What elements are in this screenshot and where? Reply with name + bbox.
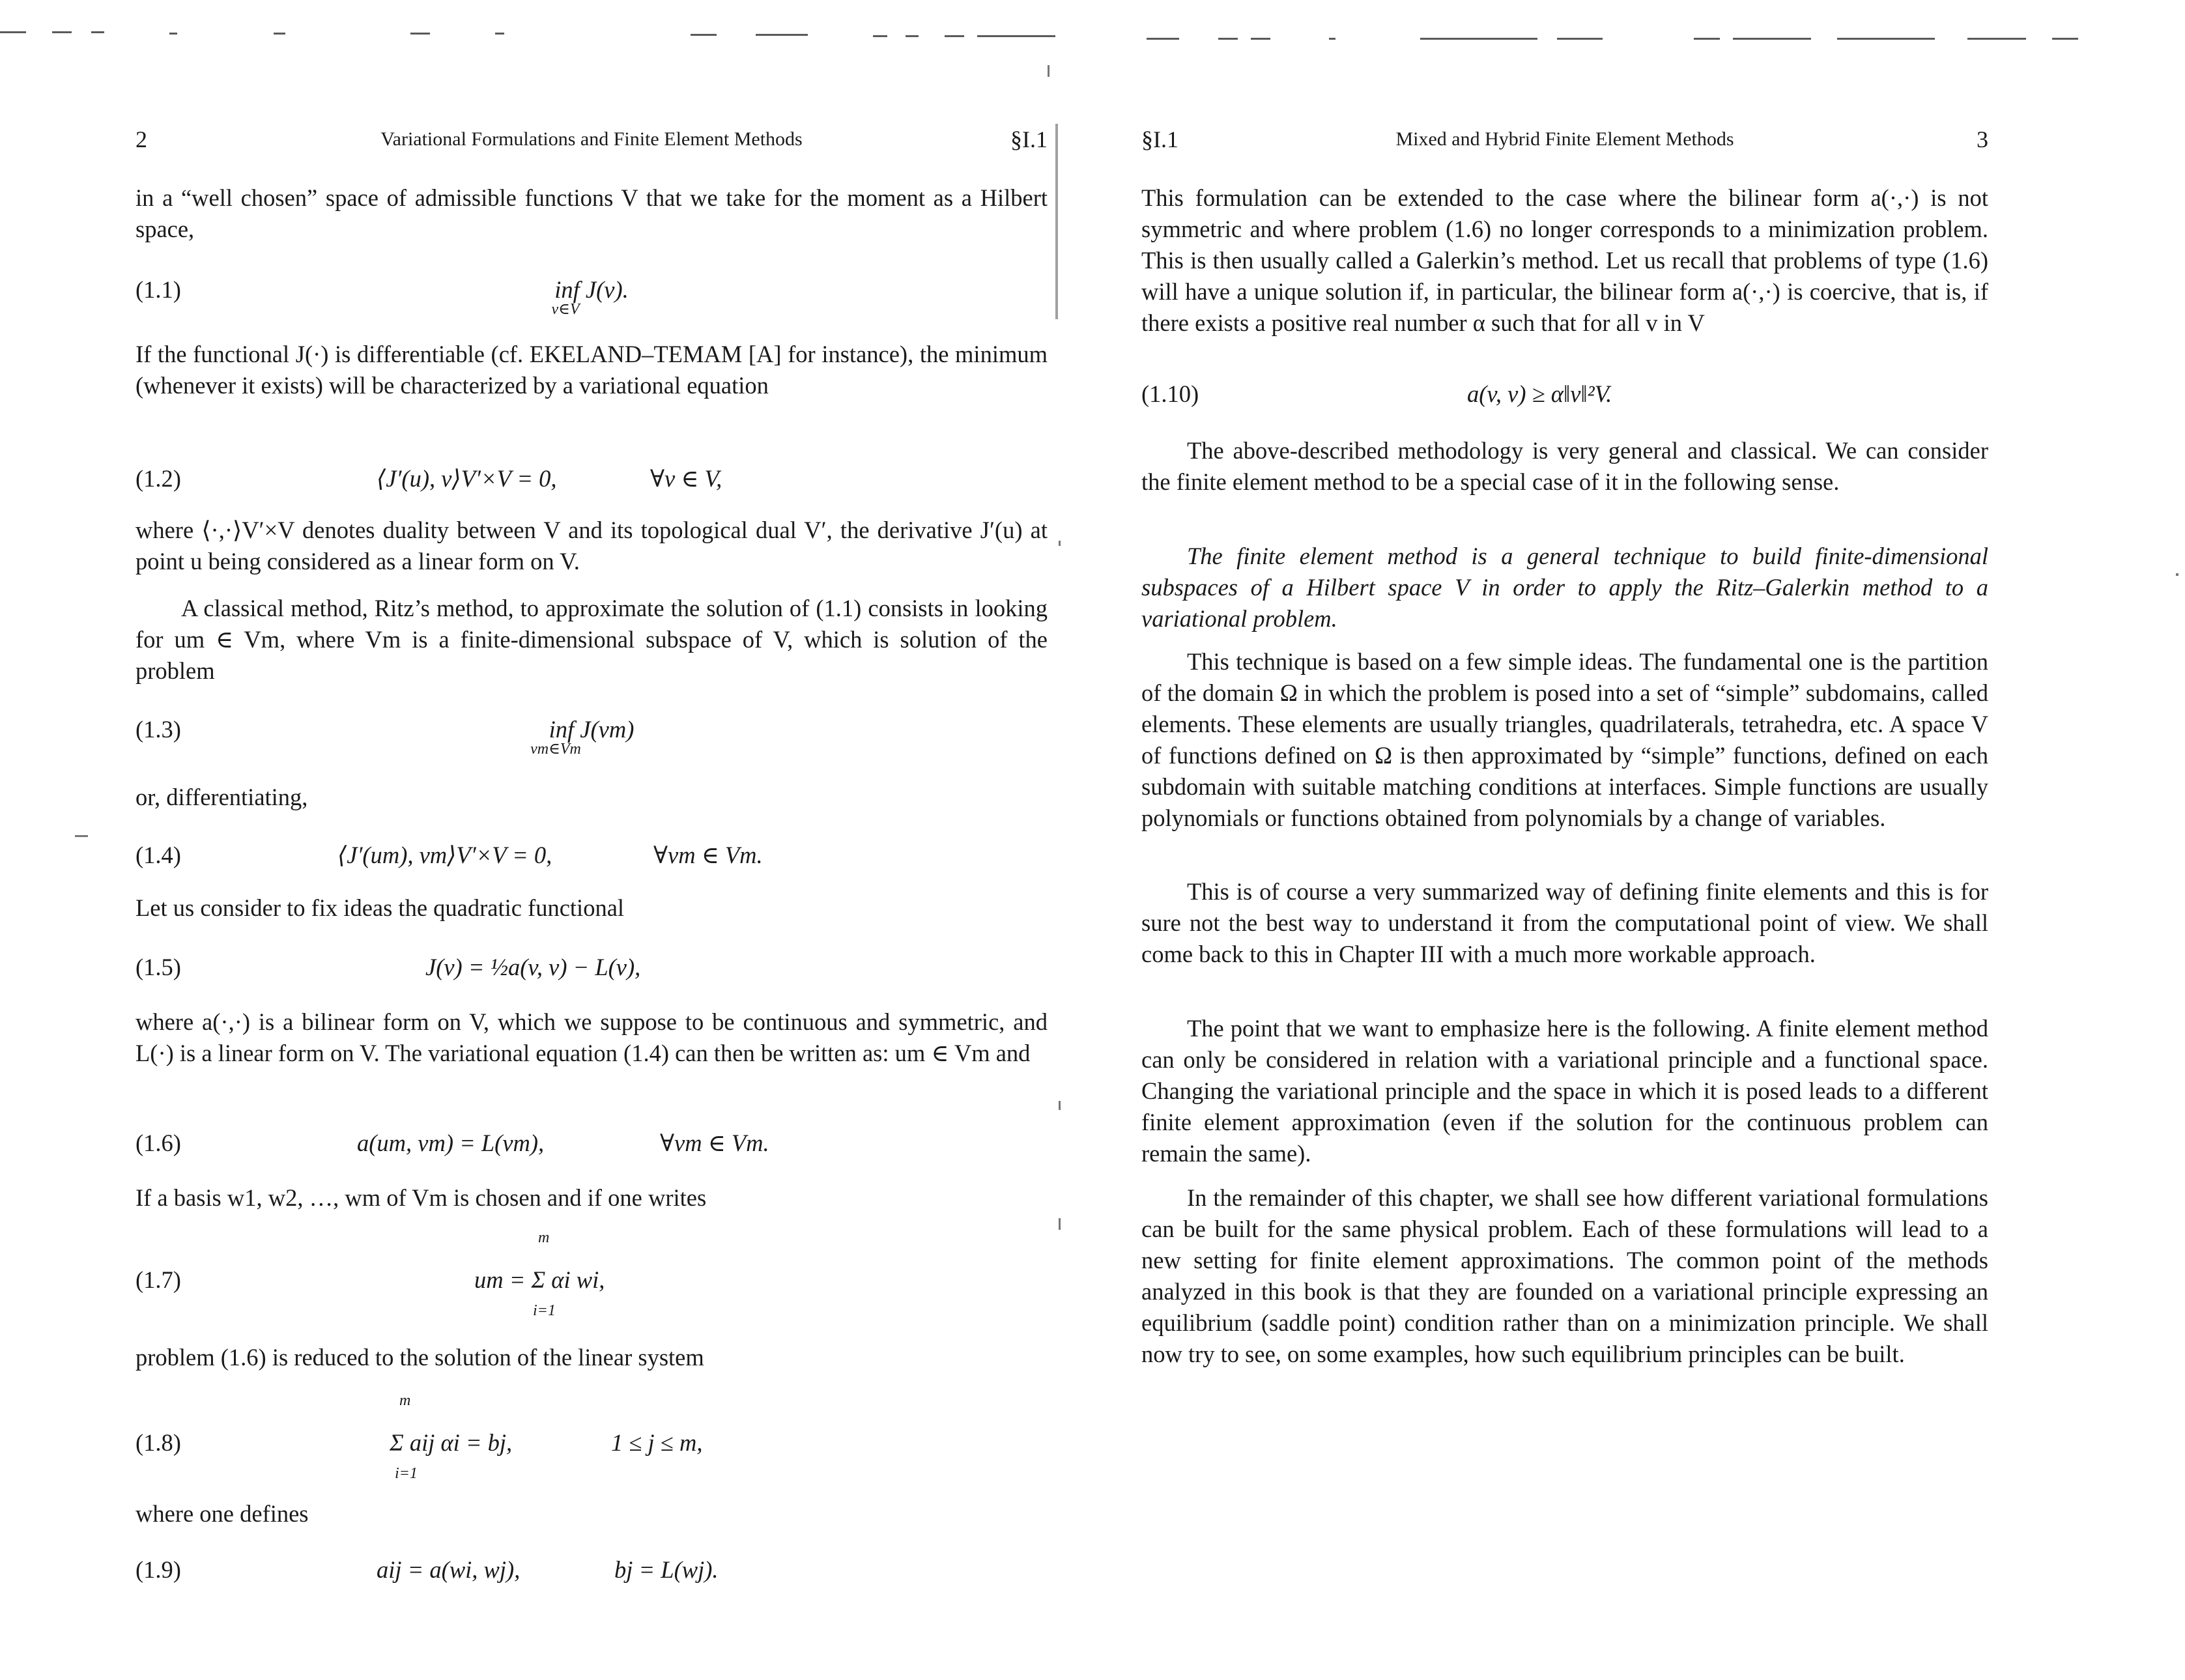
equation-1-6 xyxy=(136,1114,1048,1173)
running-title: Variational Formulations and Finite Element Methods xyxy=(380,128,803,150)
section-label: §I.1 xyxy=(1010,126,1048,152)
equation-expression: a(um, vm) = L(vm), xyxy=(357,1130,545,1156)
sum-lower-limit: i=1 xyxy=(395,1465,418,1482)
equation-1-1 xyxy=(136,261,1048,319)
equation-1-2 xyxy=(136,449,1048,508)
equation-expression: a(v, v) ≥ α‖v‖²V. xyxy=(1467,380,1612,407)
equation-1-8 xyxy=(136,1392,1048,1482)
paragraph: where a(·,·) is a bilinear form on V, which we suppose to be continuous and symmetric, and L(·) is a linear form on V. The variational equation (1.4) can then be written as: um ∈ Vm and xyxy=(136,1008,1048,1066)
sum-upper-limit: m xyxy=(538,1229,550,1246)
paragraph: where one defines xyxy=(136,1500,309,1527)
equation-number: (1.2) xyxy=(136,465,181,492)
paragraph-italic: The finite element method is a general technique to build finite-dimensional subspaces of a Hilbert space V in order to apply the Ritz–Galerkin method to a variational problem. xyxy=(1141,543,1988,632)
running-head xyxy=(1141,124,1988,155)
paragraph: problem (1.6) is reduced to the solution of the linear system xyxy=(136,1344,704,1371)
equation-1-5 xyxy=(136,938,1048,997)
equation-1-7 xyxy=(136,1229,1048,1319)
equation-number: (1.4) xyxy=(136,842,181,868)
equation-expression: inf J(v). v∈V xyxy=(136,261,1048,319)
equation-number: (1.10) xyxy=(1141,380,1199,407)
paragraph: This formulation can be extended to the case where the bilinear form a(·,·) is not symmetric and where problem (1.6) no longer corresponds to a minimization problem. This is then usually called a Galerkin’s method. Let us recall that problems of type (1.6) will have a unique solution if, in particular, the bilinear form a(·,·) is coercive, that is, if there exists a positive real number α such that for all v in V xyxy=(1141,184,1988,336)
paragraph: in a “well chosen” space of admissible functions V that we take for the moment as a Hilbert space, xyxy=(136,184,1048,242)
equation-number: (1.1) xyxy=(136,276,181,303)
paragraph: The point that we want to emphasize here is the following. A finite element method can only be considered in relation with a variational principle and a functional space. Changing the variational principle and the space in which it is posed leads to a different finite element approximation (even if the solution for the continuous problem can remain the same). xyxy=(1141,1015,1988,1167)
equation-1-10 xyxy=(1141,365,1988,423)
equation-expression: Σ aij αi = bj, xyxy=(390,1429,513,1456)
sum-lower-limit: i=1 xyxy=(533,1302,556,1319)
paragraph: or, differentiating, xyxy=(136,784,308,810)
equation-expression: aij = a(wi, wj), xyxy=(377,1556,521,1583)
equation-expression: ⟨J′(u), v⟩V′×V = 0, xyxy=(377,465,557,492)
equation-condition: bj = L(wj). xyxy=(614,1556,719,1583)
paragraph: This is of course a very summarized way of defining finite elements and this is for sure not the best way to understand it from the computational point of view. We shall come back to this in Chapter III with a much more workable approach. xyxy=(1141,878,1988,967)
sum-upper-limit: m xyxy=(399,1392,411,1409)
equation-expression: ⟨J′(um), vm⟩V′×V = 0, xyxy=(337,842,552,868)
paragraph: In the remainder of this chapter, we shall see how different variational formulations can be built for the same physical problem. Each of these formulations will lead to a new setting for finite element approximations. The common point of the methods analyzed in this book is that they are founded on a variational principle expressing an equilibrium (saddle point) condition rather than on a minimization principle. We shall now try to see, on some examples, how such equilibrium principles can be built. xyxy=(1141,1184,1988,1367)
equation-1-3 xyxy=(136,700,1048,759)
paragraph: Let us consider to fix ideas the quadratic functional xyxy=(136,894,625,921)
paragraph: The above-described methodology is very general and classical. We can consider the finite element method to be a special case of it in the following sense. xyxy=(1141,437,1988,495)
paragraph: This technique is based on a few simple ideas. The fundamental one is the partition of the domain Ω in which the problem is posed into a set of “simple” subdomains, called elements. These elements are usually triangles, quadrilaterals, tetrahedra, etc. A space V of functions defined on Ω is then approximated by “simple” functions, defined on each subdomain with suitable matching conditions at interfaces. Simple functions are usually polynomials or functions obtained from polynomials by a change of variables. xyxy=(1141,648,1988,831)
paragraph: A classical method, Ritz’s method, to approximate the solution of (1.1) consists in looking for um ∈ Vm, where Vm is a finite-dimensional subspace of V, which is solution of the problem xyxy=(136,595,1048,684)
right-page xyxy=(1141,0,1988,1680)
equation-subscript: v∈V xyxy=(551,301,580,318)
equation-number: (1.6) xyxy=(136,1130,181,1156)
equation-condition: ∀v ∈ V, xyxy=(650,465,722,492)
equation-expression: J(v) = ½a(v, v) − L(v), xyxy=(425,954,641,980)
equation-number: (1.5) xyxy=(136,954,181,980)
equation-condition: ∀vm ∈ Vm. xyxy=(660,1130,769,1156)
equation-number: (1.7) xyxy=(136,1266,181,1293)
running-title: Mixed and Hybrid Finite Element Methods xyxy=(1395,128,1734,150)
section-label: §I.1 xyxy=(1141,126,1178,152)
equation-expression: um = Σ αi wi, xyxy=(474,1266,605,1293)
left-page xyxy=(136,0,1048,1680)
equation-subscript: vm∈Vm xyxy=(530,741,581,758)
paragraph: where ⟨·,·⟩V′×V denotes duality between V and its topological dual V′, the derivative J′(u) at point u being considered as a linear form on V. xyxy=(136,517,1048,575)
equation-number: (1.3) xyxy=(136,716,181,743)
paragraph: If a basis w1, w2, …, wm of Vm is chosen and if one writes xyxy=(136,1184,707,1211)
running-head xyxy=(136,124,1048,155)
page-number: 3 xyxy=(1977,126,1988,152)
equation-1-9 xyxy=(136,1541,1048,1599)
equation-condition: 1 ≤ j ≤ m, xyxy=(611,1429,703,1456)
equation-number: (1.8) xyxy=(136,1429,181,1456)
paragraph: If the functional J(·) is differentiable (cf. EKELAND–TEMAM [A] for instance), the minimum (whenever it exists) will be characterized by a variational equation xyxy=(136,341,1048,399)
equation-number: (1.9) xyxy=(136,1556,181,1583)
equation-condition: ∀vm ∈ Vm. xyxy=(653,842,763,868)
equation-expression: inf J(vm) vm∈Vm xyxy=(136,700,1048,759)
page-number: 2 xyxy=(136,126,147,152)
equation-1-4 xyxy=(136,826,1048,885)
